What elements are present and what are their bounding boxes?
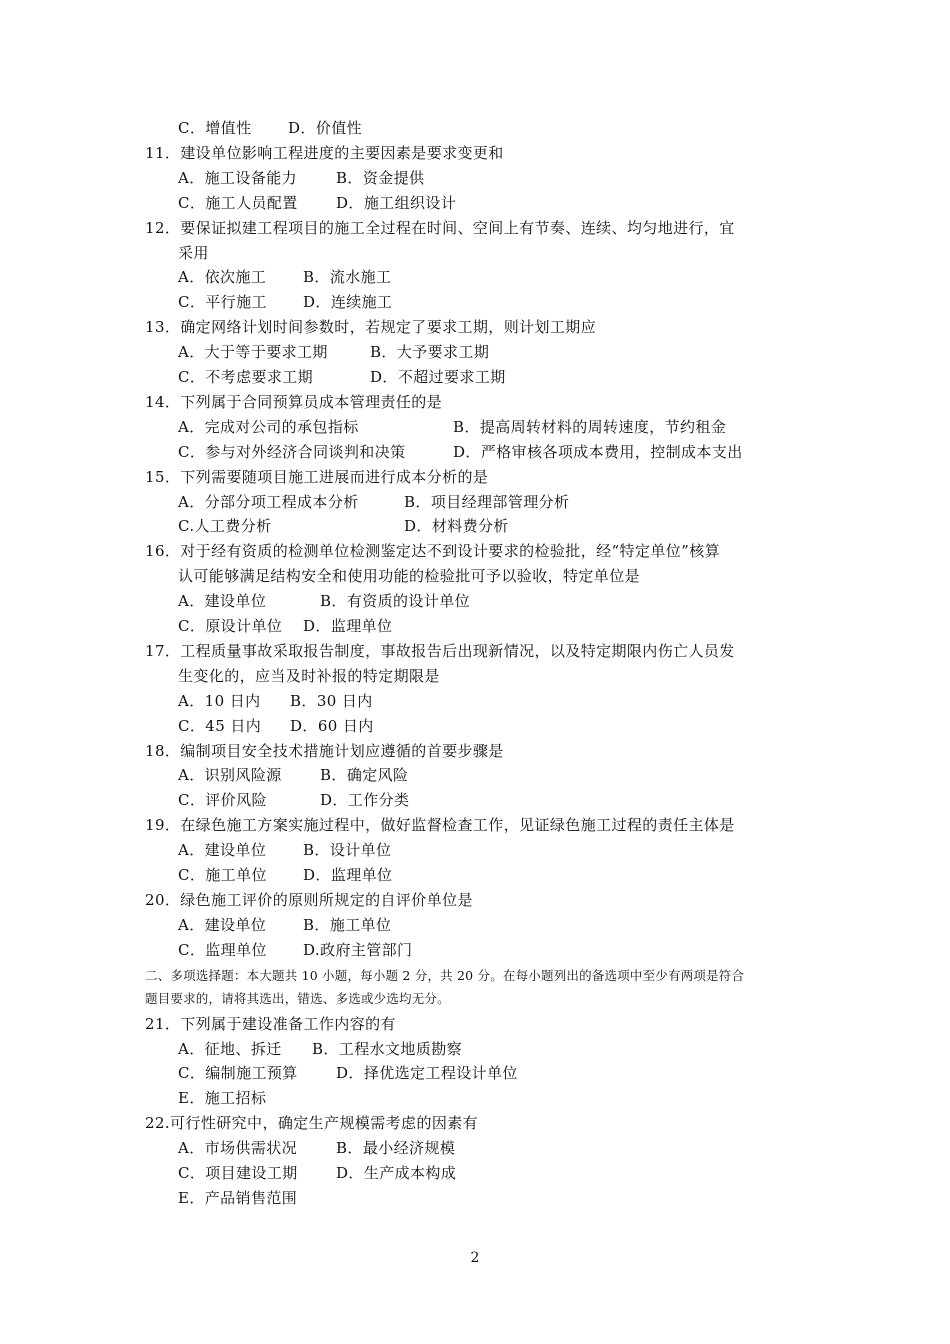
option-row [178, 915, 392, 935]
question-stem: 13．确定网络计划时间参数时，若规定了要求工期，则计划工期应 [145, 318, 597, 337]
option: C．评价风险 [178, 791, 267, 810]
option: B．施工单位 [303, 915, 392, 934]
option-row [178, 492, 570, 512]
option: C.人工费分析 [178, 517, 272, 536]
question-stem: 生变化的，应当及时补报的特定期限是 [178, 666, 440, 685]
option-row [178, 168, 425, 188]
option: A．征地、拆迁 [178, 1039, 282, 1058]
option-row [178, 865, 393, 885]
option: C．平行施工 [178, 293, 267, 312]
option-row [178, 417, 727, 437]
option: E．产品销售范围 [178, 1188, 298, 1207]
option: C．编制施工预算 [178, 1064, 298, 1083]
option: D．监理单位 [303, 866, 393, 884]
option: B．提高周转材料的周转速度，节约租金 [453, 417, 727, 436]
option: D．不超过要求工期 [370, 368, 506, 386]
option: C．监理单位 [178, 940, 267, 959]
question-stem: 12．要保证拟建工程项目的施工全过程在时间、空间上有节奏、连续、均匀地进行，宜 [145, 218, 735, 237]
option: A．市场供需状况 [178, 1139, 298, 1158]
question-stem: 16．对于经有资质的检测单位检测鉴定达不到设计要求的检验批，经“特定单位”核算 [145, 542, 721, 561]
option: A．建设单位 [178, 841, 267, 860]
question-stem: 22.可行性研究中，确定生产规模需考虑的因素有 [145, 1114, 479, 1133]
option: C．施工单位 [178, 866, 267, 884]
option: C．增值性 [178, 119, 252, 137]
option-row [178, 765, 409, 785]
option: D．材料费分析 [404, 517, 509, 536]
option-row [178, 193, 457, 213]
option: B．设计单位 [303, 841, 392, 860]
option: B．项目经理部管理分析 [404, 492, 570, 511]
option: D．严格审核各项成本费用，控制成本支出 [453, 442, 743, 461]
option-row [178, 1138, 456, 1158]
question-stem: 认可能够满足结构安全和使用功能的检验批可予以验收，特定单位是 [178, 567, 641, 586]
option: A．施工设备能力 [178, 168, 298, 187]
option: A．建设单位 [178, 915, 267, 934]
question-stem: 18．编制项目安全技术措施计划应遵循的首要步骤是 [145, 741, 504, 760]
option-row [178, 1088, 266, 1108]
option: A．建设单位 [178, 592, 267, 611]
option: B．工程水文地质勘察 [312, 1039, 463, 1058]
question-stem: 15．下列需要随项目施工进展而进行成本分析的是 [145, 467, 489, 486]
option-row [178, 940, 413, 960]
option: A．10 日内 [178, 691, 261, 710]
option: A．依次施工 [178, 268, 267, 287]
option: D．价值性 [288, 119, 363, 137]
option-row [178, 1163, 457, 1183]
option: B．流水施工 [303, 268, 392, 287]
option-row [178, 840, 392, 860]
option: C．不考虑要求工期 [178, 368, 314, 386]
option-row [178, 691, 373, 711]
option-row [178, 1039, 463, 1059]
option: D．生产成本构成 [336, 1164, 457, 1182]
option: B．大予要求工期 [370, 343, 490, 362]
option-row [178, 442, 743, 462]
option: D.政府主管部门 [303, 940, 413, 959]
option: C．参与对外经济合同谈判和决策 [178, 442, 406, 461]
question-stem: 20．绿色施工评价的原则所规定的自评价单位是 [145, 890, 473, 909]
option-row [178, 591, 471, 611]
option: D．60 日内 [290, 716, 374, 735]
question-stem: 采用 [178, 243, 209, 262]
option: A．识别风险源 [178, 766, 282, 785]
option: C．原设计单位 [178, 617, 283, 635]
question-stem: 19．在绿色施工方案实施过程中，做好监督检查工作，见证绿色施工过程的责任主体是 [145, 816, 735, 835]
option: D．监理单位 [303, 617, 393, 635]
question-stem: 21．下列属于建设准备工作内容的有 [145, 1014, 396, 1033]
option: C．项目建设工期 [178, 1164, 298, 1182]
option-row [178, 1188, 297, 1208]
option: A．大于等于要求工期 [178, 343, 328, 362]
option-row [178, 790, 410, 810]
option: D．工作分类 [320, 791, 410, 810]
page-number: 2 [470, 1250, 480, 1266]
option-row [178, 367, 506, 387]
section-heading: 题目要求的，请将其选出，错选、多选或少选均无分。 [145, 990, 450, 1006]
option: A．完成对公司的承包指标 [178, 417, 359, 436]
option-row [178, 516, 509, 536]
option: B．30 日内 [290, 691, 373, 710]
question-stem: 11．建设单位影响工程进度的主要因素是要求变更和 [145, 143, 504, 162]
option-row [178, 342, 490, 362]
question-stem: 17．工程质量事故采取报告制度，事故报告后出现新情况，以及特定期限内伤亡人员发 [145, 641, 735, 660]
option: B．资金提供 [336, 168, 425, 187]
option: D．连续施工 [303, 293, 393, 312]
option-row [178, 292, 393, 312]
option: B．最小经济规模 [336, 1139, 456, 1158]
option: A．分部分项工程成本分析 [178, 492, 359, 511]
option: B．有资质的设计单位 [320, 592, 471, 611]
option: D．施工组织设计 [336, 193, 457, 212]
question-stem: 14．下列属于合同预算员成本管理责任的是 [145, 392, 443, 411]
option-row [178, 1063, 518, 1083]
option: E．施工招标 [178, 1089, 267, 1108]
option-row [178, 616, 393, 636]
option-row [178, 267, 392, 287]
option: C．45 日内 [178, 716, 262, 735]
option-row [178, 118, 363, 138]
option: D．择优选定工程设计单位 [336, 1064, 518, 1083]
option-row [178, 716, 374, 736]
section-heading: 二、多项选择题：本大题共 10 小题，每小题 2 分，共 20 分。在每小题列出的备选项中至少有两项是符合 [145, 967, 745, 983]
option: B．确定风险 [320, 766, 409, 785]
option: C．施工人员配置 [178, 193, 298, 212]
